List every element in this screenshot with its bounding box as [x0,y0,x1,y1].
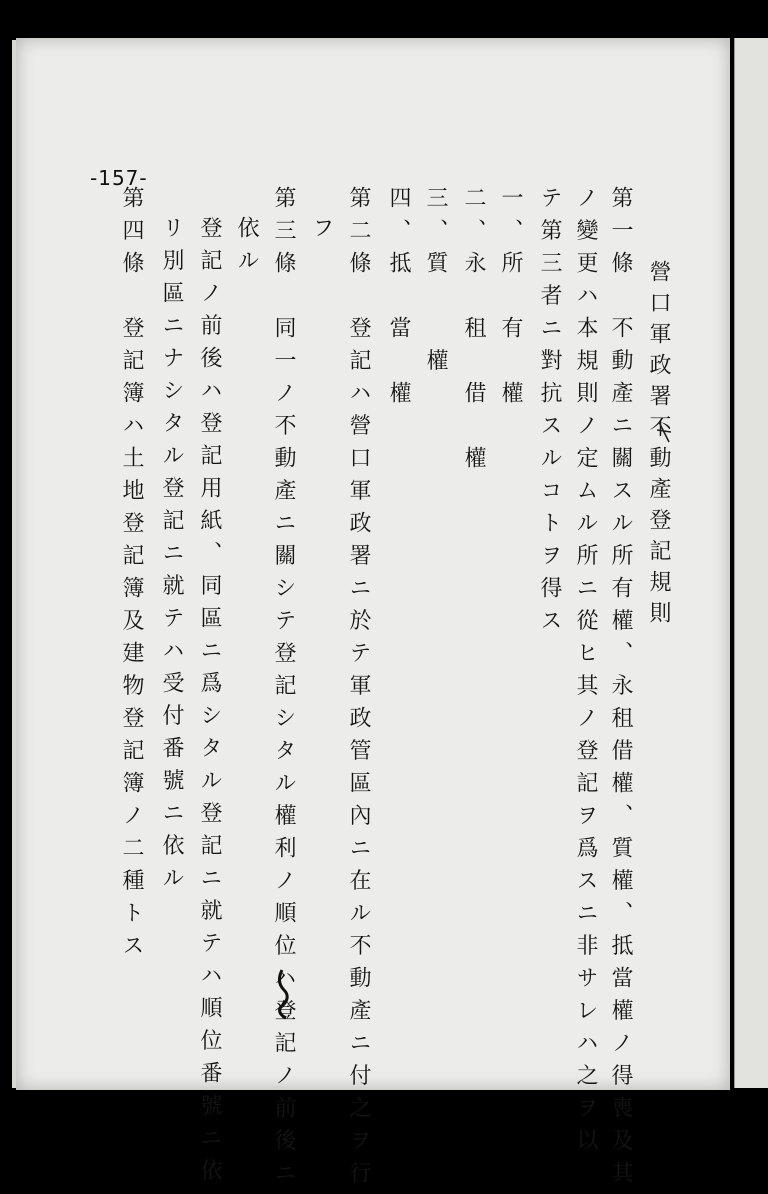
text-line: 三、質 權 [423,186,448,381]
text-line: フ [309,216,334,249]
text-line: 登記ノ前後ハ登記用紙、同區ニ爲シタル登記ニ就テハ順位番號ニ依 [197,216,222,1191]
text-line: 第三條 同一ノ不動產ニ關シテ登記シタル權利ノ順位ハ登記ノ前後ニ [271,186,296,1194]
text-line: 二、永 租 借 權 [461,186,486,479]
handwritten-insert-mark [657,420,671,444]
text-line: 一、所 有 權 [498,186,523,414]
text-line: ノ變更ハ本規則ノ定ムル所ニ從ヒ其ノ登記ヲ爲スニ非サレハ之ヲ以 [573,186,598,1161]
text-line: 依ル [234,216,259,281]
page-number: -157- [90,166,148,190]
text-line: 第二條 登記ハ營口軍政署ニ於テ軍政管區內ニ在ル不動產ニ付之ヲ行 [346,186,371,1194]
text-line: 四、抵 當 權 [386,186,411,414]
text-line: テ第三者ニ對抗スルコトヲ得ス [537,186,562,641]
document-title: 營口軍政署不動產登記規則 [646,260,671,632]
handwritten-correction-mark [272,968,296,1020]
text-line: 第一條 不動產ニ關スル所有權、永租借權、質權、抵當權ノ得喪及其 [608,186,633,1194]
text-line: リ別區ニナシタル登記ニ就テハ受付番號ニ依ル [159,216,184,899]
text-line: 第四條 登記簿ハ土地登記簿及建物登記簿ノ二種トス [119,186,144,966]
adjacent-page-edge [734,38,768,1088]
